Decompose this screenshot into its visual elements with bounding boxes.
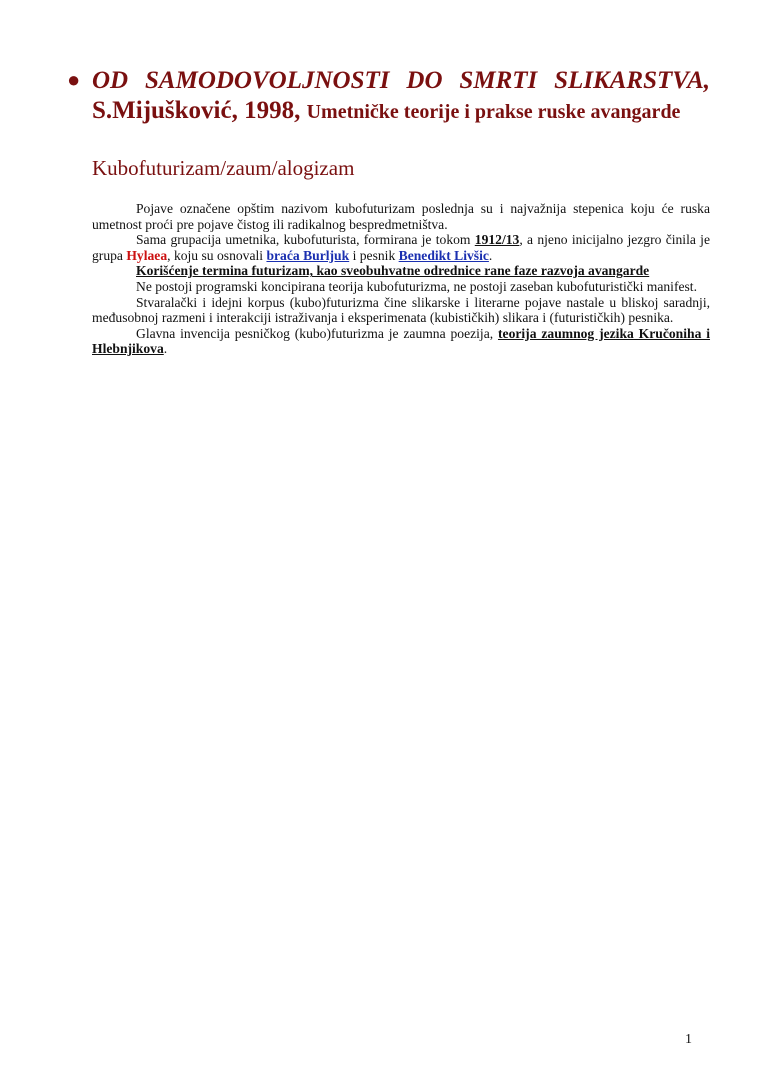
heading-author: S.Mijušković, 1998, <box>92 97 301 124</box>
burljuk-link[interactable]: braća Burljuk <box>266 247 350 263</box>
paragraph-text: Ne postoji programski koncipirana teorija kubofuturizma, ne postoji zaseban kubofuturistički manifest. <box>136 278 697 294</box>
paragraph <box>92 232 710 263</box>
document-heading <box>67 66 710 127</box>
year-range: 1912/13 <box>474 232 520 248</box>
paragraph <box>92 326 710 357</box>
body-text <box>92 201 710 357</box>
paragraph-text: Korišćenje termina futurizam, kao sveobuhvatne odrednice rane faze razvoja avangarde <box>136 263 650 279</box>
paragraph <box>92 295 710 326</box>
paragraph-text: teorija zaumnog jezika Kručoniha i Hlebnjikova <box>92 325 711 357</box>
bullet-icon: ● <box>67 67 81 92</box>
paragraph-text: Stvaralački i idejni korpus (kubo)futurizma čine slikarske i literarne pojave nastale u bliskoj saradnji, međusobnoj razmeni i interakciji istraživanja i eksperimenata (kubističkih) slikara i (futurističkih) pesnika. <box>92 294 710 326</box>
document-page <box>0 66 768 1090</box>
heading-subtitle: Umetničke teorije i prakse ruske avangarde <box>306 101 681 123</box>
heading-title: OD SAMODOVOLJNOSTI DO SMRTI SLIKARSTVA, <box>92 67 710 94</box>
section-title: Kubofuturizam/zaum/alogizam <box>92 156 355 180</box>
paragraph-text: Glavna invencija pesničkog (kubo)futurizma je zaumna poezija, <box>136 325 499 341</box>
paragraph-text: , koju su osnovali <box>167 247 267 263</box>
page-number: 1 <box>685 1032 692 1047</box>
paragraph-text: . <box>488 247 493 263</box>
paragraph-text: i pesnik <box>349 247 399 263</box>
hylaea-link[interactable]: Hylaea <box>126 247 168 263</box>
livsic-link[interactable]: Benedikt Livšic <box>398 247 489 263</box>
paragraph-text: Pojave označene opštim nazivom kubofuturizam poslednja su i najvažnija stepenica koju će ruska umetnost proći pre pojave čistog ili radikalnog bespredmetništva. <box>92 201 710 232</box>
paragraph-text: . <box>163 341 168 357</box>
paragraph <box>92 263 710 279</box>
paragraph <box>92 279 710 295</box>
paragraph <box>92 201 710 232</box>
paragraph-text: Sama grupacija umetnika, kubofuturista, formirana je tokom <box>136 232 475 248</box>
paragraph-text: , a njeno inicijalno jezgro činila je grupa <box>92 232 710 263</box>
